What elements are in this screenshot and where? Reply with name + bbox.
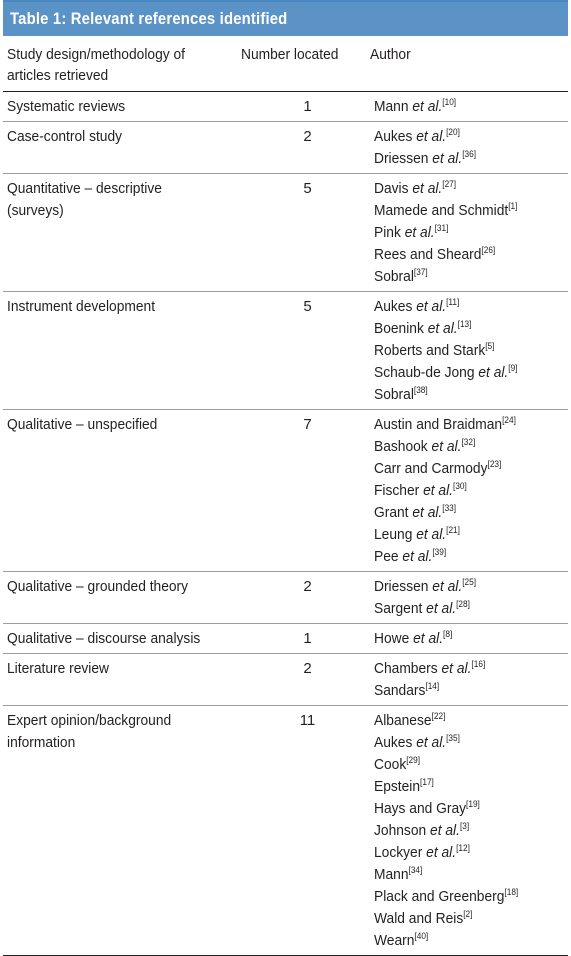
reference-number: [11] <box>446 297 460 307</box>
number-located-value: 2 <box>303 660 312 677</box>
author-name: Bashook <box>374 438 428 455</box>
study-design-text: Instrument development <box>7 298 156 315</box>
author-name: Sandars <box>374 682 426 699</box>
study-design-cell <box>3 92 241 121</box>
author-entry <box>374 96 456 118</box>
author-entry <box>374 436 475 458</box>
author-name: Epstein <box>374 778 421 795</box>
author-name: Chambers <box>374 660 438 677</box>
author-name: Davis <box>374 180 409 197</box>
author-entry <box>374 732 460 754</box>
author-entry <box>374 200 517 222</box>
study-design-cell <box>3 174 241 291</box>
references-table <box>3 0 568 956</box>
author-entry <box>374 362 517 384</box>
table-row <box>3 624 568 654</box>
reference-number: [30] <box>453 481 467 491</box>
reference-number: [27] <box>442 179 457 189</box>
reference-number: [26] <box>481 245 496 255</box>
author-name: Fischer <box>374 482 420 499</box>
reference-number: [9] <box>508 363 518 373</box>
author-name: Aukes <box>374 734 413 751</box>
reference-number: [36] <box>462 149 477 159</box>
author-name: Wearn <box>374 932 415 949</box>
reference-number: [39] <box>432 547 447 557</box>
et-al-text: et al. <box>416 298 447 315</box>
author-name: Mann <box>374 866 409 883</box>
author-name: Lockyer <box>374 844 423 861</box>
number-located-value: 5 <box>303 298 312 315</box>
author-entry <box>374 458 501 480</box>
et-al-text: et al. <box>432 150 463 167</box>
number-located-value: 5 <box>303 180 312 197</box>
et-al-text: et al. <box>416 128 447 145</box>
reference-number: [13] <box>457 319 472 329</box>
author-name: Aukes <box>374 298 413 315</box>
study-design-text: Qualitative – unspecified <box>7 416 158 433</box>
reference-number: [12] <box>456 843 470 853</box>
table-title: Table 1: Relevant references identified <box>10 9 288 28</box>
author-name: Hays and Gray <box>374 800 467 817</box>
reference-number: [34] <box>408 865 423 875</box>
table-body <box>3 92 568 956</box>
et-al-text: et al. <box>416 734 447 751</box>
author-name: Boenink <box>374 320 424 337</box>
study-design-cell <box>3 122 241 173</box>
study-design-text: Qualitative – grounded theory <box>7 578 189 595</box>
author-entry <box>374 754 420 776</box>
author-entry <box>374 886 518 908</box>
author-entry <box>374 908 472 930</box>
study-design-text: Case-control study <box>7 128 123 145</box>
table-row <box>3 572 568 624</box>
reference-number: [1] <box>508 201 518 211</box>
author-entry <box>374 414 516 436</box>
reference-number: [29] <box>406 755 421 765</box>
number-located-cell <box>241 92 374 121</box>
number-located-cell <box>241 654 374 705</box>
reference-number: [31] <box>434 223 449 233</box>
reference-number: [21] <box>446 525 460 535</box>
author-entry <box>374 576 476 598</box>
reference-number: [24] <box>502 415 516 425</box>
author-name: Sobral <box>374 268 414 285</box>
number-located-value: 2 <box>303 578 312 595</box>
number-located-value: 11 <box>299 712 316 729</box>
author-entry <box>374 820 469 842</box>
author-name: Roberts and Stark <box>374 342 486 359</box>
author-name: Driessen <box>374 150 429 167</box>
author-name: Sobral <box>374 386 414 403</box>
reference-number: [40] <box>414 931 429 941</box>
author-name: Carr and Carmody <box>374 460 488 477</box>
author-entry <box>374 296 459 318</box>
table-row <box>3 706 568 956</box>
author-entry <box>374 126 460 148</box>
author-entry <box>374 384 428 406</box>
table-row <box>3 92 568 122</box>
et-al-text: et al. <box>441 660 472 677</box>
number-located-value: 2 <box>303 128 312 145</box>
number-located-cell <box>241 624 374 653</box>
reference-number: [5] <box>485 341 495 351</box>
author-cell <box>374 572 568 623</box>
et-al-text: et al. <box>412 504 443 521</box>
number-located-cell <box>241 174 374 291</box>
reference-number: [35] <box>446 733 460 743</box>
author-cell <box>374 624 568 653</box>
reference-number: [19] <box>466 799 480 809</box>
author-entry <box>374 798 480 820</box>
author-name: Johnson <box>374 822 427 839</box>
table-row <box>3 292 568 410</box>
table-row <box>3 654 568 706</box>
number-located-value: 1 <box>303 98 312 115</box>
study-design-text: Literature review <box>7 660 110 677</box>
number-located-value: 1 <box>303 630 312 647</box>
et-al-text: et al. <box>478 364 509 381</box>
table-title-bar <box>3 0 568 36</box>
reference-number: [28] <box>456 599 470 609</box>
reference-number: [20] <box>446 127 460 137</box>
author-name: Albanese <box>374 712 432 729</box>
study-design-cell <box>3 706 241 955</box>
reference-number: [8] <box>443 629 453 639</box>
author-name: Mamede and Schmidt <box>374 202 509 219</box>
header-author: Author <box>370 46 411 63</box>
number-located-cell <box>241 572 374 623</box>
author-name: Plack and Greenberg <box>374 888 505 905</box>
author-entry <box>374 148 476 170</box>
author-entry <box>374 222 448 244</box>
number-located-cell <box>241 706 374 955</box>
reference-number: [23] <box>487 459 502 469</box>
author-entry <box>374 266 428 288</box>
et-al-text: et al. <box>412 180 443 197</box>
study-design-cell <box>3 292 241 409</box>
study-design-text: Qualitative – discourse analysis <box>7 630 201 647</box>
author-name: Sargent <box>374 600 423 617</box>
number-located-cell <box>241 292 374 409</box>
et-al-text: et al. <box>432 578 463 595</box>
reference-number: [2] <box>463 909 473 919</box>
author-entry <box>374 480 467 502</box>
study-design-text: (surveys) <box>7 202 64 219</box>
reference-number: [18] <box>504 887 519 897</box>
author-entry <box>374 318 471 340</box>
author-cell <box>374 92 568 121</box>
author-name: Grant <box>374 504 409 521</box>
author-entry <box>374 598 470 620</box>
et-al-text: et al. <box>427 320 458 337</box>
reference-number: [14] <box>425 681 440 691</box>
author-cell <box>374 410 568 571</box>
author-cell <box>374 706 568 955</box>
table-row <box>3 122 568 174</box>
et-al-text: et al. <box>426 600 457 617</box>
et-al-text: et al. <box>416 526 447 543</box>
reference-number: [22] <box>431 711 446 721</box>
et-al-text: et al. <box>402 548 433 565</box>
reference-number: [38] <box>413 385 428 395</box>
author-name: Cook <box>374 756 407 773</box>
author-entry <box>374 842 470 864</box>
author-entry <box>374 864 422 886</box>
number-located-cell <box>241 122 374 173</box>
et-al-text: et al. <box>426 844 457 861</box>
et-al-text: et al. <box>430 822 460 839</box>
author-entry <box>374 658 485 680</box>
author-entry <box>374 244 495 266</box>
author-name: Wald and Reis <box>374 910 464 927</box>
author-cell <box>374 174 568 291</box>
author-entry <box>374 776 434 798</box>
et-al-text: et al. <box>413 630 444 647</box>
author-entry <box>374 628 452 650</box>
reference-number: [16] <box>471 659 486 669</box>
study-design-cell <box>3 654 241 705</box>
header-study-design-line2: articles retrieved <box>7 67 109 84</box>
author-cell <box>374 654 568 705</box>
reference-number: [10] <box>442 97 457 107</box>
study-design-text: Expert opinion/background <box>7 712 172 729</box>
number-located-cell <box>241 410 374 571</box>
reference-number: [3] <box>459 821 470 831</box>
author-entry <box>374 502 456 524</box>
author-name: Aukes <box>374 128 413 145</box>
et-al-text: et al. <box>412 98 443 115</box>
author-entry <box>374 710 445 732</box>
author-entry <box>374 340 494 362</box>
reference-number: [33] <box>442 503 457 513</box>
table-header <box>3 36 568 92</box>
author-name: Austin and Braidman <box>374 416 503 433</box>
header-number-located: Number located <box>241 46 339 63</box>
et-al-text: et al. <box>423 482 454 499</box>
et-al-text: et al. <box>404 224 435 241</box>
header-study-design <box>7 44 200 86</box>
table-row <box>3 174 568 292</box>
author-name: Leung <box>374 526 413 543</box>
author-name: Pink <box>374 224 401 241</box>
author-entry <box>374 680 439 702</box>
author-name: Pee <box>374 548 399 565</box>
author-cell <box>374 122 568 173</box>
author-entry <box>374 546 446 568</box>
number-located-value: 7 <box>303 416 312 433</box>
reference-number: [17] <box>420 777 434 787</box>
author-cell <box>374 292 568 409</box>
study-design-text: Systematic reviews <box>7 98 126 115</box>
author-entry <box>374 930 428 952</box>
study-design-cell <box>3 410 241 571</box>
author-name: Rees and Sheard <box>374 246 482 263</box>
reference-number: [32] <box>461 437 476 447</box>
author-entry <box>374 178 456 200</box>
study-design-cell <box>3 572 241 623</box>
header-study-design-line1: Study design/methodology of <box>7 46 185 63</box>
et-al-text: et al. <box>431 438 462 455</box>
study-design-text: Quantitative – descriptive <box>7 180 162 197</box>
author-name: Schaub-de Jong <box>374 364 475 381</box>
author-name: Howe <box>374 630 410 647</box>
reference-number: [25] <box>462 577 477 587</box>
reference-number: [37] <box>413 267 428 277</box>
author-name: Mann <box>374 98 409 115</box>
author-name: Driessen <box>374 578 429 595</box>
study-design-text: information <box>7 734 76 751</box>
table-row <box>3 410 568 572</box>
study-design-cell <box>3 624 241 653</box>
author-entry <box>374 524 460 546</box>
